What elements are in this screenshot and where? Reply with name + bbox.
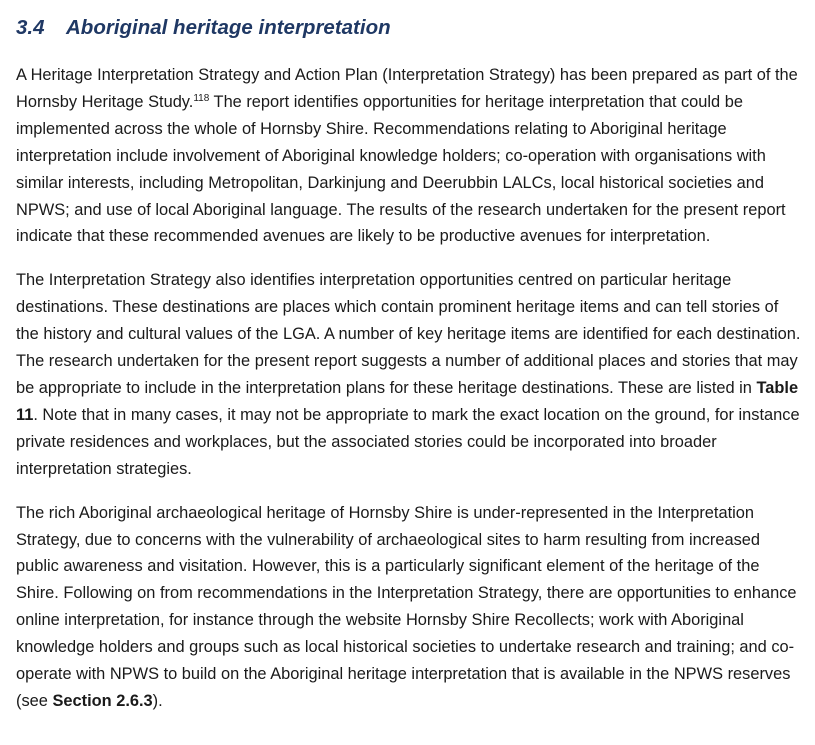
paragraph-3-text-a: The rich Aboriginal archaeological heritage of Hornsby Shire is under-represented in the Interpretation Strategy, due to concerns with the vulnerability of archaeological sites to harm resulting from increased public awareness and visitation. However, this is a particularly significant element of the heritage of the Shire. Following on from recommendations in the Interpretation Strategy, there are opportunities to enhance online interpretation, for instance through the website Hornsby Shire Recollects; work with Aboriginal knowledge holders and groups such as local historical societies to undertake research and training; and co-operate with NPWS to build on the Aboriginal heritage interpretation that is available in the NPWS reserves (see — [16, 503, 797, 710]
paragraph-2 — [16, 267, 803, 482]
footnote-reference: 118 — [193, 92, 210, 104]
paragraph-1-text-b: The report identifies opportunities for heritage interpretation that could be implemented across the whole of Hornsby Shire. Recommendations relating to Aboriginal heritage interpretation include involvement of Aboriginal knowledge holders; co-operation with organisations with similar interests, including Metropolitan, Darkinjung and Deerubbin LALCs, local historical societies and NPWS; and use of local Aboriginal language. The results of the research undertaken for the present report indicate that these recommended avenues are likely to be productive avenues for interpretation. — [16, 92, 786, 246]
paragraph-3-text-b: ). — [152, 691, 163, 710]
paragraph-2-text-a: The Interpretation Strategy also identifies interpretation opportunities centred on particular heritage destinations. These destinations are places which contain prominent heritage items and can tell stories of the history and cultural values of the LGA. A number of key heritage items are identified for each destination. The research undertaken for the present report suggests a number of additional places and stories that may be appropriate to include in the interpretation plans for these heritage destinations. These are listed in — [16, 271, 801, 397]
paragraph-2-text-b: . Note that in many cases, it may not be appropriate to mark the exact location on the ground, for instance private residences and workplaces, but the associated stories could be incorporated into broader interpretation strategies. — [16, 405, 800, 478]
paragraph-1-text-a: A Heritage Interpretation Strategy and Action Plan (Interpretation Strategy) has been prepared as part of the Hornsby Heritage Study. — [16, 66, 798, 111]
section-reference: Section 2.6.3 — [52, 691, 153, 710]
table-reference: Table 11 — [16, 378, 799, 424]
paragraph-1 — [16, 62, 803, 250]
section-number: 3.4 — [16, 16, 45, 39]
section-title: Aboriginal heritage interpretation — [66, 16, 391, 39]
section-heading — [16, 14, 803, 42]
paragraph-3 — [16, 500, 803, 715]
